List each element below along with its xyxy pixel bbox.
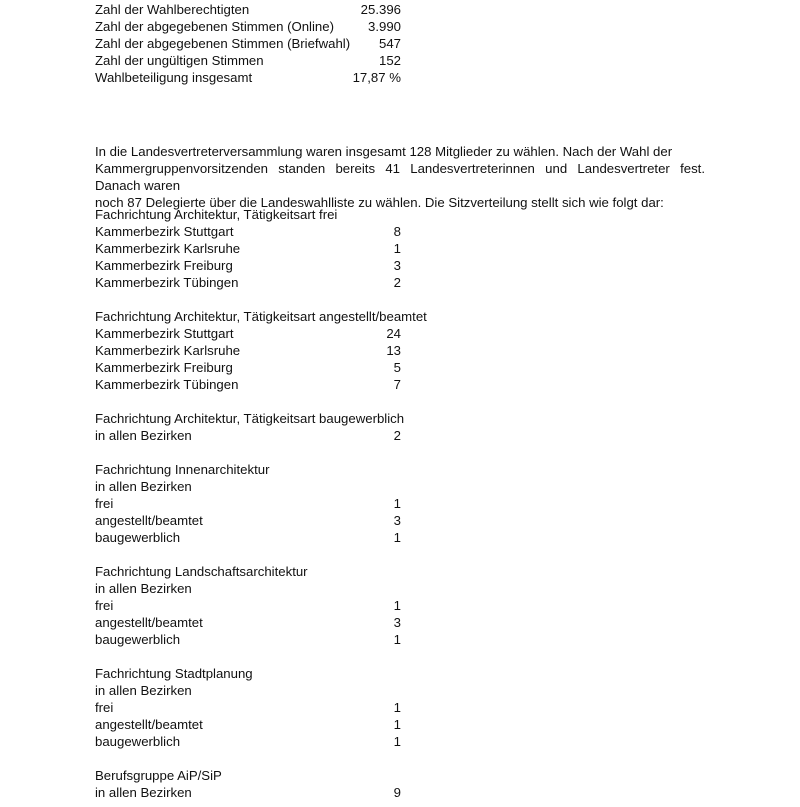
stat-row bbox=[95, 18, 401, 35]
seat-count: 1 bbox=[393, 700, 401, 715]
seat-count: 1 bbox=[393, 241, 401, 256]
seat-label: frei bbox=[95, 598, 114, 613]
seat-label: angestellt/beamtet bbox=[95, 717, 203, 732]
seat-label: frei bbox=[95, 700, 114, 715]
seat-count: 1 bbox=[393, 530, 401, 545]
seat-row bbox=[95, 240, 401, 257]
intro-line: noch 87 Delegierte über die Landeswahlliste zu wählen. Die Sitzverteilung stellt sich wie folgt dar: bbox=[95, 195, 664, 210]
group-heading: Fachrichtung Landschaftsarchitektur bbox=[95, 564, 308, 579]
seat-count: 3 bbox=[393, 258, 401, 273]
stat-value: 3.990 bbox=[367, 19, 401, 34]
seat-label: Kammerbezirk Karlsruhe bbox=[95, 241, 241, 256]
stat-row bbox=[95, 1, 401, 18]
seat-row bbox=[95, 359, 401, 376]
stat-row bbox=[95, 52, 401, 69]
seat-count: 7 bbox=[393, 377, 401, 392]
stat-value: 17,87 % bbox=[352, 70, 401, 85]
stat-label: Zahl der Wahlberechtigten bbox=[95, 2, 250, 17]
seat-row bbox=[95, 325, 401, 342]
stat-label: Zahl der abgegebenen Stimmen (Online) bbox=[95, 19, 334, 34]
seat-count: 2 bbox=[393, 275, 401, 290]
seat-count: 1 bbox=[393, 717, 401, 732]
seat-count: 8 bbox=[393, 224, 401, 239]
seat-label: Kammerbezirk Stuttgart bbox=[95, 224, 234, 239]
seat-count: 9 bbox=[393, 785, 401, 800]
seat-label: baugewerblich bbox=[95, 632, 181, 647]
intro-paragraph bbox=[95, 143, 705, 211]
seat-label: Kammerbezirk Stuttgart bbox=[95, 326, 234, 341]
seat-label: in allen Bezirken bbox=[95, 785, 192, 800]
seat-count: 1 bbox=[393, 598, 401, 613]
group-heading: Fachrichtung Architektur, Tätigkeitsart baugewerblich bbox=[95, 411, 405, 426]
seat-label: baugewerblich bbox=[95, 734, 181, 749]
stat-value: 547 bbox=[378, 36, 401, 51]
seat-label: Kammerbezirk Freiburg bbox=[95, 258, 233, 273]
seat-label: in allen Bezirken bbox=[95, 428, 192, 443]
group-heading: Fachrichtung Stadtplanung bbox=[95, 666, 253, 681]
seat-count: 5 bbox=[393, 360, 401, 375]
stat-row bbox=[95, 69, 401, 86]
seat-label: angestellt/beamtet bbox=[95, 615, 203, 630]
seat-row bbox=[95, 733, 401, 750]
group-subheading: in allen Bezirken bbox=[95, 683, 192, 698]
seat-label: Kammerbezirk Freiburg bbox=[95, 360, 233, 375]
seat-row bbox=[95, 274, 401, 291]
seat-count: 13 bbox=[386, 343, 401, 358]
seat-row bbox=[95, 631, 401, 648]
seat-row bbox=[95, 597, 401, 614]
seat-row bbox=[95, 376, 401, 393]
seat-row bbox=[95, 529, 401, 546]
seat-count: 1 bbox=[393, 734, 401, 749]
seat-count: 1 bbox=[393, 632, 401, 647]
stat-row bbox=[95, 35, 401, 52]
stat-value: 25.396 bbox=[360, 2, 401, 17]
intro-line: In die Landesvertreterversammlung waren insgesamt 128 Mitglieder zu wählen. Nach der Wahl der bbox=[95, 144, 673, 159]
stat-label: Wahlbeteiligung insgesamt bbox=[95, 70, 253, 85]
seat-label: Kammerbezirk Tübingen bbox=[95, 377, 239, 392]
seat-count: 3 bbox=[393, 615, 401, 630]
group-subheading: in allen Bezirken bbox=[95, 581, 192, 596]
group-heading: Fachrichtung Innenarchitektur bbox=[95, 462, 270, 477]
group-heading: Berufsgruppe AiP/SiP bbox=[95, 768, 222, 783]
group-subheading: in allen Bezirken bbox=[95, 479, 192, 494]
seat-count: 24 bbox=[386, 326, 401, 341]
seat-label: angestellt/beamtet bbox=[95, 513, 203, 528]
stat-label: Zahl der ungültigen Stimmen bbox=[95, 53, 264, 68]
group-heading: Fachrichtung Architektur, Tätigkeitsart frei bbox=[95, 207, 338, 222]
seat-row bbox=[95, 512, 401, 529]
seat-row bbox=[95, 699, 401, 716]
seat-count: 1 bbox=[393, 496, 401, 511]
stat-label: Zahl der abgegebenen Stimmen (Briefwahl) bbox=[95, 36, 351, 51]
group-heading: Fachrichtung Architektur, Tätigkeitsart angestellt/beamtet bbox=[95, 309, 427, 324]
stat-value: 152 bbox=[378, 53, 401, 68]
seat-row bbox=[95, 716, 401, 733]
seat-row bbox=[95, 223, 401, 240]
seat-label: Kammerbezirk Tübingen bbox=[95, 275, 239, 290]
seat-label: frei bbox=[95, 496, 114, 511]
seat-row bbox=[95, 784, 401, 801]
seat-label: Kammerbezirk Karlsruhe bbox=[95, 343, 241, 358]
seat-count: 3 bbox=[393, 513, 401, 528]
seat-row bbox=[95, 342, 401, 359]
seat-row bbox=[95, 614, 401, 631]
seat-row bbox=[95, 427, 401, 444]
seat-label: baugewerblich bbox=[95, 530, 181, 545]
seat-row bbox=[95, 257, 401, 274]
intro-line: Kammergruppenvorsitzenden standen bereits 41 Landesvertreterinnen und Landesvertreter fest. Danach waren bbox=[95, 161, 705, 193]
seat-row bbox=[95, 495, 401, 512]
seat-count: 2 bbox=[393, 428, 401, 443]
